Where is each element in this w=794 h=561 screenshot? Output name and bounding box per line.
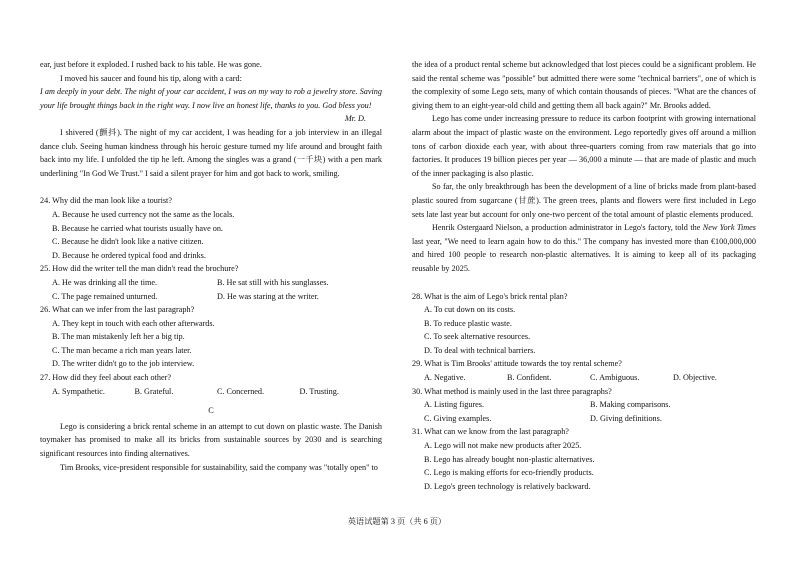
page-footer: 英语试题第 3 页（共 6 页） bbox=[347, 517, 447, 526]
option: A. Lego will not make new products after 2025. bbox=[424, 441, 582, 451]
question-31: 31. What can we know from the last paragraph? bbox=[412, 427, 569, 437]
option: B. Grateful. bbox=[134, 386, 174, 396]
option: B. Making comparisons. bbox=[590, 400, 671, 410]
left-column bbox=[40, 58, 382, 474]
option-row bbox=[40, 276, 382, 290]
text-run: last year, "We need to learn again how to do this." The company has invested more than €100,000,000 and hired 100 people to research non-plastic alternatives. It is aiming to keep all of its packaging reusable by 2025. bbox=[412, 236, 756, 273]
option-row bbox=[412, 371, 756, 385]
option: B. Confident. bbox=[507, 373, 552, 383]
newspaper-name: New York Times bbox=[702, 223, 756, 233]
option: A. They kept in touch with each other afterwards. bbox=[52, 318, 215, 328]
option: C. Concerned. bbox=[217, 386, 265, 396]
passage-paragraph: So far, the only breakthrough has been the development of a line of bricks made from plant-based plastic soured from sugarcane (甘蔗). The green trees, plants and flowers were first included in Lego sets late last year but account for only one-two percent of the total amount of plastic elements produced. bbox=[412, 182, 756, 219]
question-28: 28. What is the aim of Lego's brick rental plan? bbox=[412, 291, 568, 301]
option: D. To deal with technical barriers. bbox=[424, 345, 536, 355]
option: A. Sympathetic. bbox=[52, 386, 105, 396]
option: A. Because he used currency not the same as the locals. bbox=[52, 209, 235, 219]
option: B. Because he carried what tourists usually have on. bbox=[52, 223, 223, 233]
option: C. Ambiguous. bbox=[590, 373, 640, 383]
question-29: 29. What is Tim Brooks' attitude towards the toy rental scheme? bbox=[412, 359, 622, 369]
question-26: 26. What can we infer from the last paragraph? bbox=[40, 305, 195, 315]
option: C. Lego is making efforts for eco-friendly products. bbox=[424, 468, 594, 478]
option: A. Listing figures. bbox=[424, 400, 485, 410]
option-row bbox=[412, 398, 756, 412]
option: D. Trusting. bbox=[299, 386, 339, 396]
question-27: 27. How did they feel about each other? bbox=[40, 373, 171, 383]
option: A. He was drinking all the time. bbox=[52, 277, 158, 287]
option: B. Lego has already bought non-plastic alternatives. bbox=[424, 454, 595, 464]
section-heading: C bbox=[208, 406, 214, 416]
passage-paragraph: Lego has come under increasing pressure to reduce its carbon footprint with growing international alarm about the impact of plastic waste on the environment. Lego reportedly gives off around a million tons of carbon dioxide each year, with about three-quarters coming from raw materials that go into factories. It produces 19 billion pieces per year — 36,000 a minute — that are made of plastic and much of the inner packaging is also plastic. bbox=[412, 114, 756, 178]
right-column bbox=[412, 58, 756, 493]
story-paragraph: I moved his saucer and found his tip, along with a card: bbox=[60, 73, 242, 83]
card-text: I am deeply in your debt. The night of your car accident, I was on my way to rob a jewelry store. Saving your life brought things back in the right way. I now live an honest life, thanks to you. God bless you! bbox=[40, 87, 382, 110]
option: C. Giving examples. bbox=[424, 413, 492, 423]
option: C. Because he didn't look like a native citizen. bbox=[52, 237, 204, 247]
question-30: 30. What method is mainly used in the last three paragraphs? bbox=[412, 386, 612, 396]
passage-paragraph: Tim Brooks, vice-president responsible for sustainability, said the company was "totally open" to bbox=[60, 462, 378, 472]
option-row bbox=[412, 412, 756, 426]
option: A. To cut down on its costs. bbox=[424, 305, 516, 315]
option: D. Because he ordered typical food and drinks. bbox=[52, 250, 206, 260]
text-run: Henrik Ostergaard Nielson, a production administrator in Lego's factory, told the bbox=[432, 223, 703, 233]
story-paragraph: I shivered (颤抖). The night of my car accident, I was heading for a job interview in an illegal dance club. Seeing human kindness through his heroic gesture turned my life around and brought faith back into my life. I unfolded the tip he left. Among the singles was a grand (一千块) with a pen mark underlining "In God We Trust." I said a silent prayer for him and got back to work, smiling. bbox=[40, 127, 382, 178]
option: B. He sat still with his sunglasses. bbox=[217, 277, 329, 287]
option: B. The man mistakenly left her a big tip. bbox=[52, 332, 185, 342]
option: D. Objective. bbox=[673, 373, 717, 383]
option: B. To reduce plastic waste. bbox=[424, 318, 512, 328]
passage-paragraph: the idea of a product rental scheme but acknowledged that lost pieces could be a significant problem. He said the rental scheme was "possible" but admitted there were some "technical barriers", one of which is the complexity of some Lego sets, many of which contain thousands of pieces. "What are the chances of giving them to an eight-year-old child and getting them all back again?" Mr. Brooks added. bbox=[412, 60, 756, 110]
question-25: 25. How did the writer tell the man didn't read the brochure? bbox=[40, 264, 239, 274]
option: D. He was staring at the writer. bbox=[217, 291, 319, 301]
passage-paragraph bbox=[412, 221, 756, 275]
passage-paragraph: Lego is considering a brick rental scheme in an attempt to cut down on plastic waste. The Danish toymaker has promised to make all its bricks from sustainable sources by 2030 and is searching significant resources into finding alternatives. bbox=[40, 421, 382, 459]
option: C. The page remained unturned. bbox=[52, 291, 158, 301]
card-signature: Mr. D. bbox=[344, 114, 366, 124]
option: C. To seek alternative resources. bbox=[424, 332, 531, 342]
option: D. The writer didn't go to the job interview. bbox=[52, 359, 195, 369]
option-row bbox=[40, 290, 382, 304]
option: C. The man became a rich man years later. bbox=[52, 345, 192, 355]
option-row bbox=[40, 385, 382, 399]
option: A. Negative. bbox=[424, 373, 466, 383]
story-paragraph: ear, just before it exploded. I rushed back to his table. He was gone. bbox=[40, 60, 262, 69]
question-24: 24. Why did the man look like a tourist? bbox=[40, 196, 172, 206]
option: D. Giving definitions. bbox=[590, 413, 662, 423]
option: D. Lego's green technology is relatively backward. bbox=[424, 481, 591, 491]
